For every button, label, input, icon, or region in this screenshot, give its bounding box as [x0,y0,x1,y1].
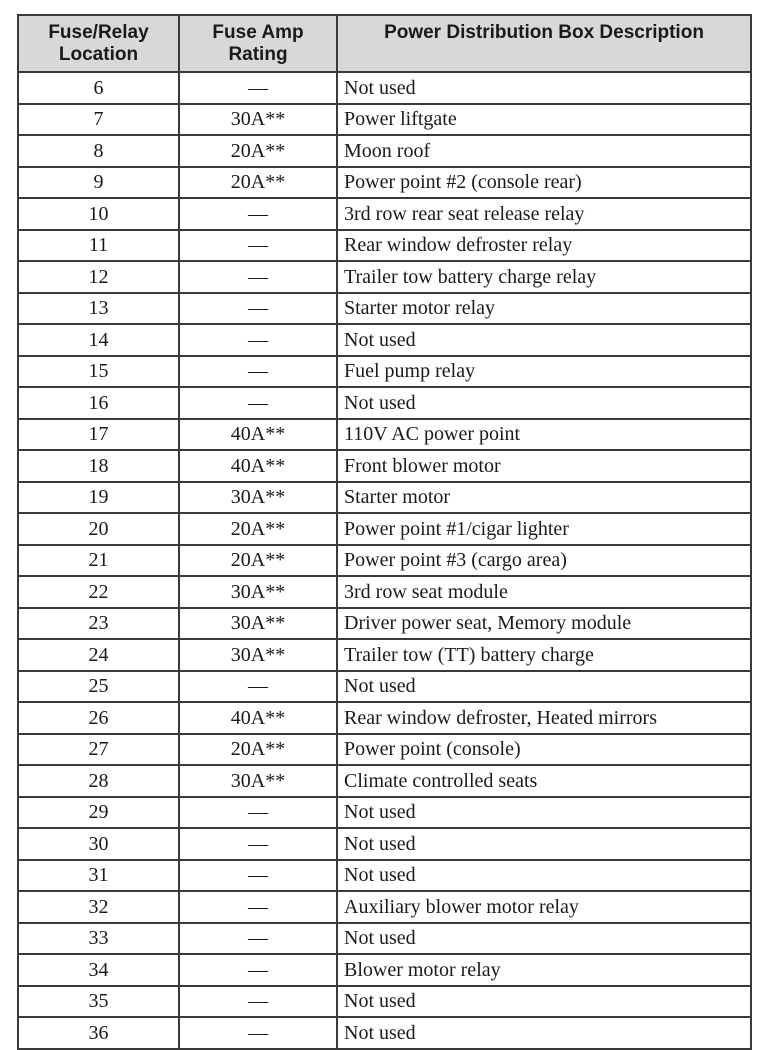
cell-description: Not used [337,324,751,356]
cell-description: Power point (console) [337,734,751,766]
table-row [18,387,751,419]
table-row [18,356,751,388]
cell-description: Not used [337,860,751,892]
cell-location: 7 [18,104,179,136]
cell-amp-rating: 40A** [179,702,337,734]
cell-description: Not used [337,387,751,419]
cell-amp-rating: — [179,891,337,923]
table-row [18,891,751,923]
cell-location: 21 [18,545,179,577]
cell-location: 6 [18,72,179,104]
table-row [18,104,751,136]
cell-location: 28 [18,765,179,797]
cell-amp-rating: 30A** [179,608,337,640]
cell-location: 29 [18,797,179,829]
cell-description: 3rd row seat module [337,576,751,608]
cell-location: 10 [18,198,179,230]
cell-description: Not used [337,1017,751,1049]
header-location-line-2: Location [58,43,139,65]
cell-location: 14 [18,324,179,356]
table-row [18,513,751,545]
cell-location: 8 [18,135,179,167]
cell-description: Fuel pump relay [337,356,751,388]
cell-location: 19 [18,482,179,514]
cell-amp-rating: 40A** [179,450,337,482]
table-body [18,72,751,1049]
header-description: Power Distribution Box Description [337,15,751,72]
fuse-table [17,14,752,1050]
cell-amp-rating: — [179,671,337,703]
fuse-table-container [17,14,750,1050]
cell-location: 23 [18,608,179,640]
cell-amp-rating: — [179,198,337,230]
cell-location: 26 [18,702,179,734]
cell-location: 16 [18,387,179,419]
cell-description: 110V AC power point [337,419,751,451]
cell-description: Auxiliary blower motor relay [337,891,751,923]
cell-amp-rating: 30A** [179,104,337,136]
table-row [18,293,751,325]
cell-description: Starter motor relay [337,293,751,325]
cell-description: Climate controlled seats [337,765,751,797]
cell-amp-rating: — [179,72,337,104]
table-row [18,324,751,356]
cell-description: Trailer tow (TT) battery charge [337,639,751,671]
cell-amp-rating: — [179,324,337,356]
table-row [18,923,751,955]
table-row [18,482,751,514]
cell-description: Power point #1/cigar lighter [337,513,751,545]
cell-amp-rating: — [179,923,337,955]
cell-description: Not used [337,828,751,860]
cell-amp-rating: — [179,797,337,829]
table-row [18,797,751,829]
cell-location: 15 [18,356,179,388]
cell-description: Blower motor relay [337,954,751,986]
cell-amp-rating: 20A** [179,545,337,577]
table-header-row [18,15,751,72]
table-row [18,639,751,671]
table-row [18,230,751,262]
table-row [18,419,751,451]
table-row [18,860,751,892]
cell-location: 18 [18,450,179,482]
cell-description: Starter motor [337,482,751,514]
cell-description: Moon roof [337,135,751,167]
table-row [18,198,751,230]
table-row [18,734,751,766]
table-row [18,828,751,860]
header-amp-line-2: Rating [228,43,288,65]
cell-amp-rating: 20A** [179,135,337,167]
table-row [18,261,751,293]
cell-location: 24 [18,639,179,671]
header-location-line-1: Fuse/Relay [48,21,149,43]
cell-amp-rating: — [179,986,337,1018]
cell-amp-rating: — [179,387,337,419]
header-amp [179,15,337,72]
cell-location: 11 [18,230,179,262]
cell-location: 13 [18,293,179,325]
cell-location: 31 [18,860,179,892]
cell-amp-rating: 20A** [179,734,337,766]
cell-location: 27 [18,734,179,766]
cell-location: 30 [18,828,179,860]
cell-amp-rating: — [179,860,337,892]
cell-location: 22 [18,576,179,608]
table-row [18,135,751,167]
cell-description: Trailer tow battery charge relay [337,261,751,293]
cell-location: 9 [18,167,179,199]
cell-amp-rating: — [179,828,337,860]
cell-amp-rating: — [179,230,337,262]
cell-description: Not used [337,986,751,1018]
cell-location: 32 [18,891,179,923]
header-amp-line-1: Fuse Amp [212,21,304,43]
cell-description: Not used [337,671,751,703]
cell-location: 25 [18,671,179,703]
cell-description: Not used [337,797,751,829]
cell-location: 36 [18,1017,179,1049]
cell-location: 35 [18,986,179,1018]
cell-description: Not used [337,72,751,104]
table-row [18,167,751,199]
cell-location: 17 [18,419,179,451]
cell-amp-rating: — [179,356,337,388]
cell-amp-rating: 30A** [179,639,337,671]
table-row [18,671,751,703]
cell-description: Not used [337,923,751,955]
cell-location: 33 [18,923,179,955]
cell-description: 3rd row rear seat release relay [337,198,751,230]
cell-description: Rear window defroster, Heated mirrors [337,702,751,734]
table-row [18,765,751,797]
cell-location: 34 [18,954,179,986]
cell-amp-rating: 20A** [179,167,337,199]
cell-description: Front blower motor [337,450,751,482]
cell-amp-rating: — [179,1017,337,1049]
table-row [18,608,751,640]
table-row [18,1017,751,1049]
table-row [18,702,751,734]
cell-location: 20 [18,513,179,545]
cell-amp-rating: — [179,261,337,293]
cell-description: Rear window defroster relay [337,230,751,262]
table-row [18,545,751,577]
header-location [18,15,179,72]
table-row [18,986,751,1018]
table-row [18,72,751,104]
cell-description: Power point #2 (console rear) [337,167,751,199]
cell-amp-rating: 30A** [179,765,337,797]
cell-amp-rating: 40A** [179,419,337,451]
cell-location: 12 [18,261,179,293]
cell-amp-rating: 30A** [179,576,337,608]
cell-description: Driver power seat, Memory module [337,608,751,640]
table-row [18,954,751,986]
cell-amp-rating: 30A** [179,482,337,514]
table-row [18,576,751,608]
cell-description: Power liftgate [337,104,751,136]
cell-amp-rating: 20A** [179,513,337,545]
table-row [18,450,751,482]
cell-description: Power point #3 (cargo area) [337,545,751,577]
cell-amp-rating: — [179,293,337,325]
cell-amp-rating: — [179,954,337,986]
